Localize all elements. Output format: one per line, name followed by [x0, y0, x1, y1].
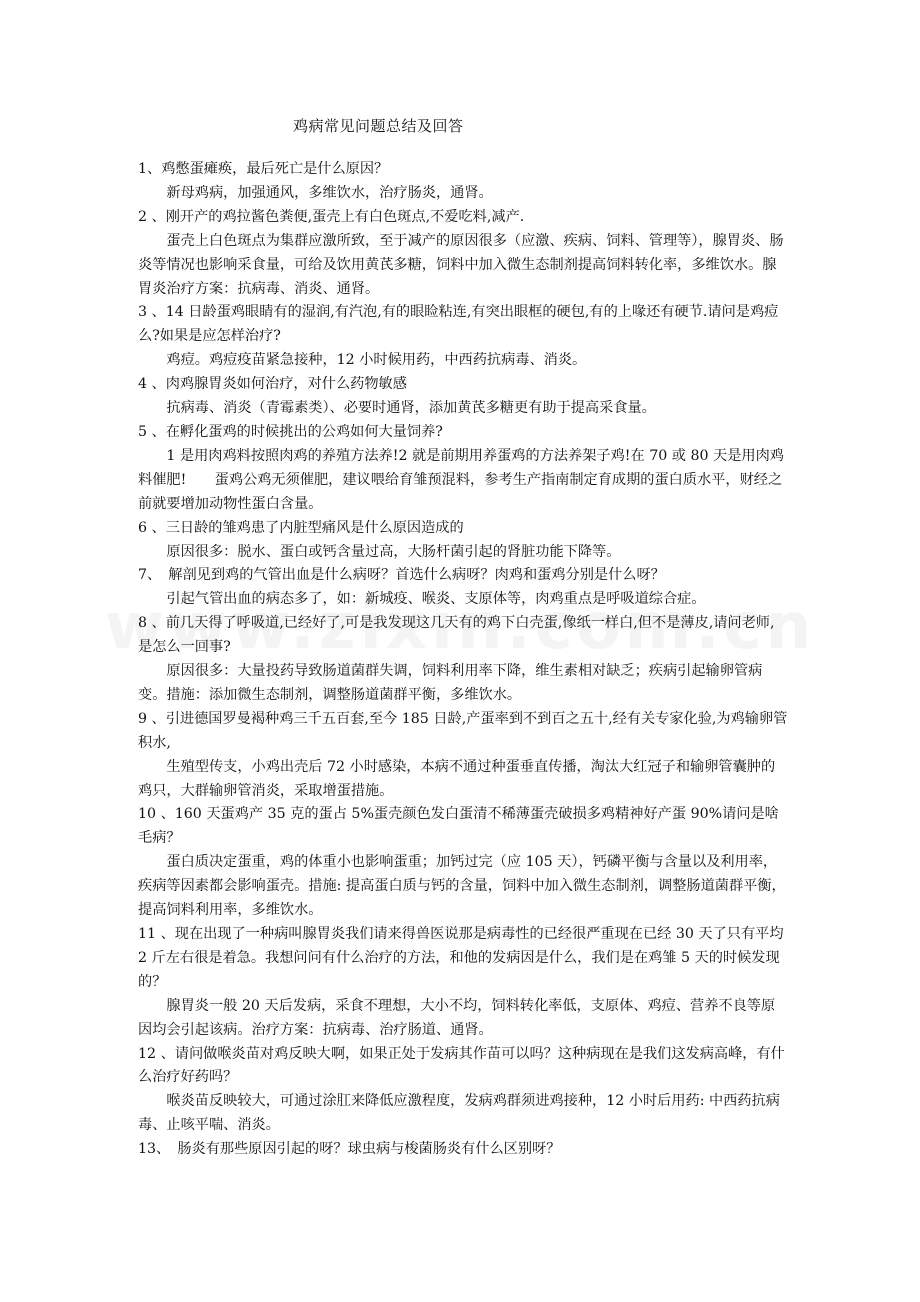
question-8: 8 、前几天得了呼吸道,已经好了,可是我发现这几天有的鸡下白壳蛋,像纸一样白,但不是薄皮,请问老师,是怎么一回事? [138, 615, 775, 656]
answer-4: 抗病毒、消炎（青霉素类）、必要时通肾，添加黄芪多糖更有助于提高采食量。 [166, 400, 656, 417]
question-4: 4 、肉鸡腺胃炎如何治疗，对什么药物敏感 [138, 376, 407, 393]
answer-11: 腺胃炎一般 20 天后发病，采食不理想，大小不均，饲料转化率低，支原体、鸡痘、营养不良等原因均会引起该病。治疗方案：抗病毒、治疗肠道、通肾。 [138, 997, 776, 1038]
question-10: 10 、160 天蛋鸡产 35 克的蛋占 5%蛋壳颜色发白蛋清不稀薄蛋壳破损多鸡精神好产蛋 90%请问是啥毛病？ [138, 806, 779, 847]
answer-12: 喉炎苗反映较大，可通过涂肛来降低应激程度，发病鸡群须进鸡接种，12 小时后用药: 中西药抗病毒、止咳平喘、消炎。 [138, 1093, 780, 1134]
answer-2: 蛋壳上白色斑点为集群应激所致，至于减产的原因很多（应激、疾病、饲料、管理等），腺胃炎、肠炎等情况也影响采食量，可给及饮用黄芪多糖，饲料中加入微生态制剂提高饲料转化率，多维饮水。腺胃炎治疗方案：抗病毒、消炎、通肾。 [138, 232, 784, 297]
answer-1: 新母鸡病，加强通风，多维饮水，治疗肠炎，通肾。 [166, 184, 493, 201]
page-title: 鸡病常见问题总结及回答 [293, 117, 464, 135]
qa-list [138, 158, 788, 1162]
answer-7: 引起气管出血的病态多了，如：新城疫、喉炎、支原体等，肉鸡重点是呼吸道综合症。 [166, 591, 706, 608]
question-2: 2 、刚开产的鸡拉酱色粪便,蛋壳上有白色斑点,不爱吃料,减产. [138, 208, 525, 225]
answer-3: 鸡痘。鸡痘疫苗紧急接种，12 小时候用药，中西药抗病毒、消炎。 [166, 352, 587, 369]
answer-5: 1 是用肉鸡料按照肉鸡的养殖方法养!2 就是前期用养蛋鸡的方法养架子鸡!在 70 或 80 天是用肉鸡料催肥! 蛋鸡公鸡无须催肥，建议喂给育雏预混料，参考生产指南制定育成期的蛋白质水平，财经之前就要增加动物性蛋白含量。 [138, 447, 784, 512]
question-9: 9 、引进德国罗曼褐种鸡三千五百套,至今 185 日龄,产蛋率到不到百之五十,经有关专家化验,为鸡输卵管积水, [138, 710, 788, 751]
question-1: 1、鸡憋蛋瘫痪，最后死亡是什么原因？ [138, 161, 389, 177]
question-11: 11 、现在出现了一种病叫腺胃炎我们请来得兽医说那是病毒性的已经很严重现在已经 30 天了只有平均 2 斤左右很是着急。我想问问有什么治疗的方法，和他的发病因是什么，我们是在鸡雏 5 天的时候发现的？ [138, 926, 784, 990]
question-12: 12 、请问做喉炎苗对鸡反映大啊，如果正处于发病其作苗可以吗？这种病现在是我们这发病高峰，有什么治疗好药吗？ [138, 1045, 785, 1086]
answer-9: 生殖型传支，小鸡出壳后 72 小时感染，本病不通过种蛋垂直传播，淘汰大红冠子和输卵管囊肿的鸡只，大群输卵管消炎，采取增蛋措施。 [138, 758, 776, 799]
answer-10: 蛋白质决定蛋重，鸡的体重小也影响蛋重；加钙过完（应 105 天），钙磷平衡与含量以及利用率，疾病等因素都会影响蛋壳。措施: 提高蛋白质与钙的含量，饲料中加入微生态制剂，调整肠道菌群平衡，提高饲料利用率，多维饮水。 [138, 854, 786, 919]
answer-8: 原因很多：大量投药导致肠道菌群失调，饲料利用率下降，维生素相对缺乏；疾病引起输卵管病变。措施：添加微生态制剂，调整肠道菌群平衡，多维饮水。 [138, 663, 763, 703]
answer-6: 原因很多：脱水、蛋白或钙含量过高，大肠杆菌引起的肾脏功能下降等。 [166, 543, 621, 560]
question-3: 3 、14 日龄蛋鸡眼睛有的湿润,有汽泡,有的眼睑粘连,有突出眼框的硬包,有的上喙还有硬节.请问是鸡痘么?如果是应怎样治疗? [138, 304, 779, 345]
question-5: 5 、在孵化蛋鸡的时候挑出的公鸡如何大量饲养? [138, 423, 443, 440]
question-13: 13、 肠炎有那些原因引起的呀？球虫病与梭菌肠炎有什么区别呀？ [138, 1141, 561, 1158]
question-7: 7、 解剖见到鸡的气管出血是什么病呀？首选什么病呀？肉鸡和蛋鸡分别是什么呀？ [138, 567, 665, 584]
question-6: 6 、三日龄的雏鸡患了内脏型痛风是什么原因造成的 [138, 519, 464, 536]
